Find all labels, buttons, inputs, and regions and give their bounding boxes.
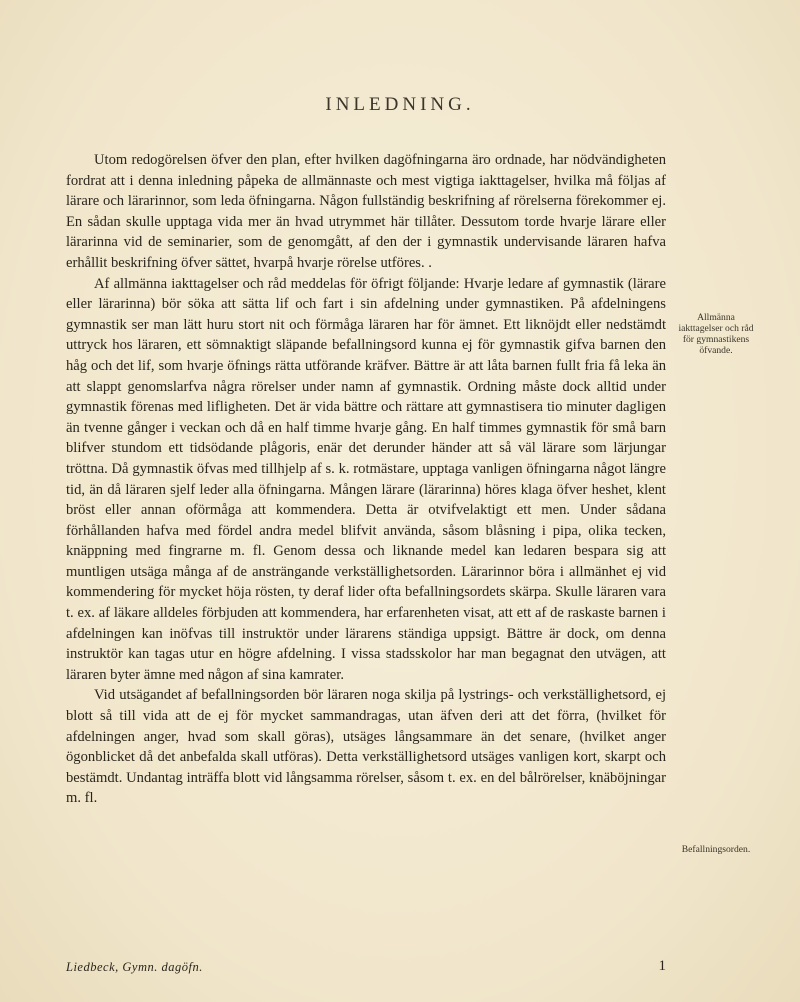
chapter-heading: INLEDNING.	[325, 94, 475, 115]
paragraph: Utom redogörelsen öfver den plan, efter hvilken dagöfningarna äro ordnade, har nödvändigheten fordrat att i denna inledning påpeka de allmännaste och mest vigtiga iakttagelser, hvilka må följas af lärare och lärarinnor, som leda öfningarna. Någon fullständig beskrifning af rörelserna förekommer ej. En sådan skulle upptaga vida mer än hvad utrymmet här tillåter. Dessutom torde hvarje lärare eller lärarinna vid de seminarier, som de genomgått, af den der i gymnastik undervisande läraren hafva erhållit beskrifning öfver sättet, hvarpå hvarje rörelse utföres. .	[66, 152, 666, 271]
body-text	[66, 150, 666, 809]
paragraph: Vid utsägandet af befallningsorden bör läraren noga skilja på lystrings- och verkställighetsord, ej blott så till vida att de ej för mycket sammandragas, utan äfven deri att det förra, (hvilket för afdelningen anger, hvad som skall göras), utsäges långsammare än det senare, (hvilket anger ögonblicket då det anbefalda skall utföras). Detta verkställighetsord utsäges vanligen kort, skarpt och bestämdt. Undantag inträffa blott vid långsamma rörelser, såsom t. ex. en del bålrörelser, knäböjningar m. fl.	[66, 687, 666, 807]
margin-note: Befallningsorden.	[681, 844, 751, 855]
margin-note: Allmänna iakttagelser och råd för gymnastikens öfvande.	[678, 312, 754, 356]
page-footer	[66, 960, 666, 975]
page-number: 1	[658, 958, 666, 974]
footer-reference: Liedbeck, Gymn. dagöfn.	[66, 960, 203, 974]
paragraph: Af allmänna iakttagelser och råd meddelas för öfrigt följande: Hvarje ledare af gymnastik (lärare eller lärarinna) bör söka att sätta lif och fart i sin afdelning under gymnastiken. På afdelningens gymnastik ser man lätt huru stort nit och förmåga läraren har för ämnet. Ett liknöjdt eller nedstämdt uttryck hos läraren, ett sömnaktigt släpande befallningsord kunna ej för gymnastik gifva barnen den håg och det lif, som hvarje öfnings rätta utförande kräfver. Bättre är att låta barnen fullt fria få leka än att slappt genomslarfva några rörelser under namn af gymnastik. Ordning måste dock alltid under gymnastik förenas med lifligheten. Det är vida bättre och rättare att gymnastisera tio minuter dagligen än tvenne gånger i veckan och då en half timme hvarje gång. En half timmes gymnastik för små barn blifver stundom ett tidsödande plågoris, enär det derunder händer att så väl lärare som lärjungar tröttna. Då gymnastik öfvas med tillhjelp af s. k. rotmästare, upptaga vanligen öfningarna något längre tid, än då läraren sjelf leder alla öfningarna. Mången lärare (lärarinna) höres klaga öfver heshet, klent bröst eller annan oförmåga att kommendera. Detta är otvifvelaktigt ett men. Under sådana förhållanden hafva med fördel andra medel blifvit använda, såsom blåsning i pipa, olika tecken, knäppning med fingrarne m. fl. Genom dessa och liknande medel kan ledaren bespara sig att muntligen utsäga många af de ansträngande verkställighetsorden. Lärarinnor böra i allmänhet ej vid kommendering för mycket höja rösten, ty deraf lider ofta befallningsordets skärpa. Skulle läraren vara t. ex. af läkare alldeles förbjuden att kommendera, har erfarenheten visat, att ett af de raskaste barnen i afdelningen kan inöfvas till instruktör under lärarens ständiga uppsigt. Bättre är dock, om denna instruktör kan tagas utur en högre afdelning. I vissa stadsskolor har man begagnat den utvägen, att läraren byter ämne med någon af sina kamrater.	[66, 275, 666, 683]
